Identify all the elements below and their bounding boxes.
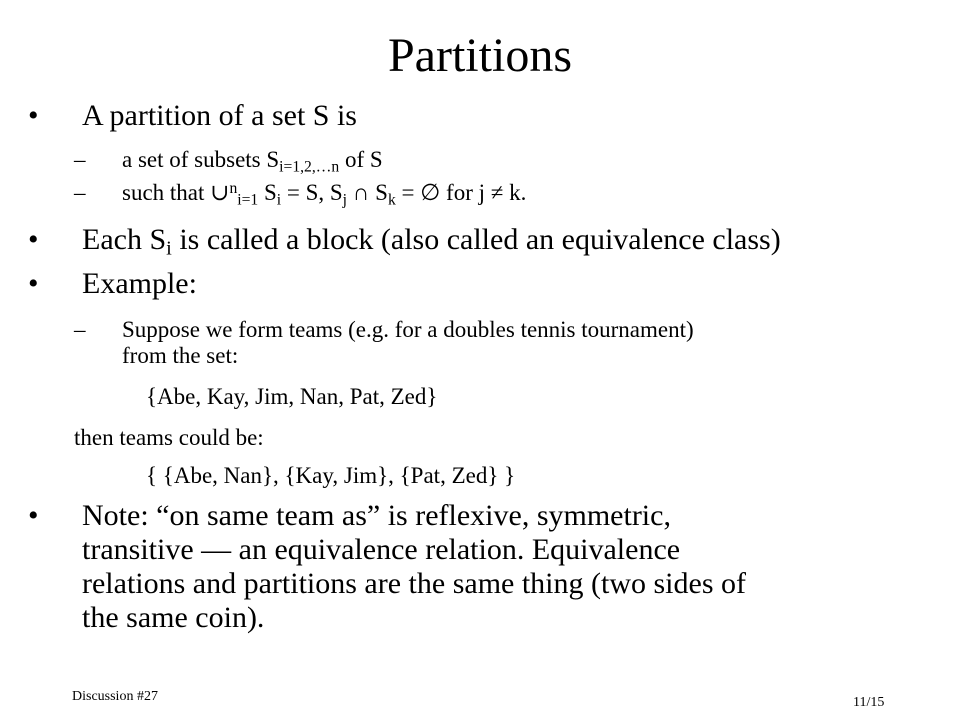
- footer-page-number: 11/15: [853, 695, 885, 710]
- example-line-1: Suppose we form teams (e.g. for a doubles tennis tournament): [122, 317, 694, 342]
- note-line-4: the same coin).: [82, 601, 265, 634]
- bullet-marker: •: [28, 499, 39, 532]
- footer-course-label: Discussion #27: [72, 689, 158, 704]
- teams-text: { {Abe, Nan}, {Kay, Jim}, {Pat, Zed} }: [146, 463, 516, 488]
- slide-title: Partitions: [387, 29, 572, 82]
- example-label: Example:: [82, 267, 197, 300]
- empty-set-symbol: ∅: [420, 180, 441, 205]
- intersection-symbol: ∩: [347, 180, 376, 205]
- note-line-2: transitive — an equivalence relation. Equivalence: [82, 533, 681, 566]
- bullet-marker: •: [28, 99, 39, 132]
- definition-intro: A partition of a set S is: [82, 99, 357, 132]
- set-text: {Abe, Kay, Jim, Nan, Pat, Zed}: [146, 384, 438, 409]
- union-symbol: ∪: [210, 180, 230, 205]
- such-that-text: such that ∪$^n_{i=1}$ $S_i = S$, $S_j$ ∩ $S_k$ = ∅ for j ≠ k.: [122, 179, 527, 209]
- block-text: Each $S_i$ is called a block (also called an equivalence class): [82, 223, 781, 260]
- bullet-marker: •: [28, 267, 39, 300]
- subsets-text: a set of subsets $S_{i=1,2,\dots n}$ of S: [122, 147, 383, 176]
- not-equal-symbol: ≠: [490, 180, 504, 205]
- dash-marker: –: [74, 180, 86, 205]
- dash-marker: –: [74, 147, 86, 172]
- note-line-1: Note: “on same team as” is reflexive, symmetric,: [82, 499, 671, 532]
- example-line-2: from the set:: [122, 343, 239, 368]
- dash-marker: –: [74, 317, 86, 342]
- bullet-marker: •: [28, 223, 39, 256]
- then-text: then teams could be:: [74, 425, 264, 450]
- note-line-3: relations and partitions are the same thing (two sides of: [82, 567, 746, 600]
